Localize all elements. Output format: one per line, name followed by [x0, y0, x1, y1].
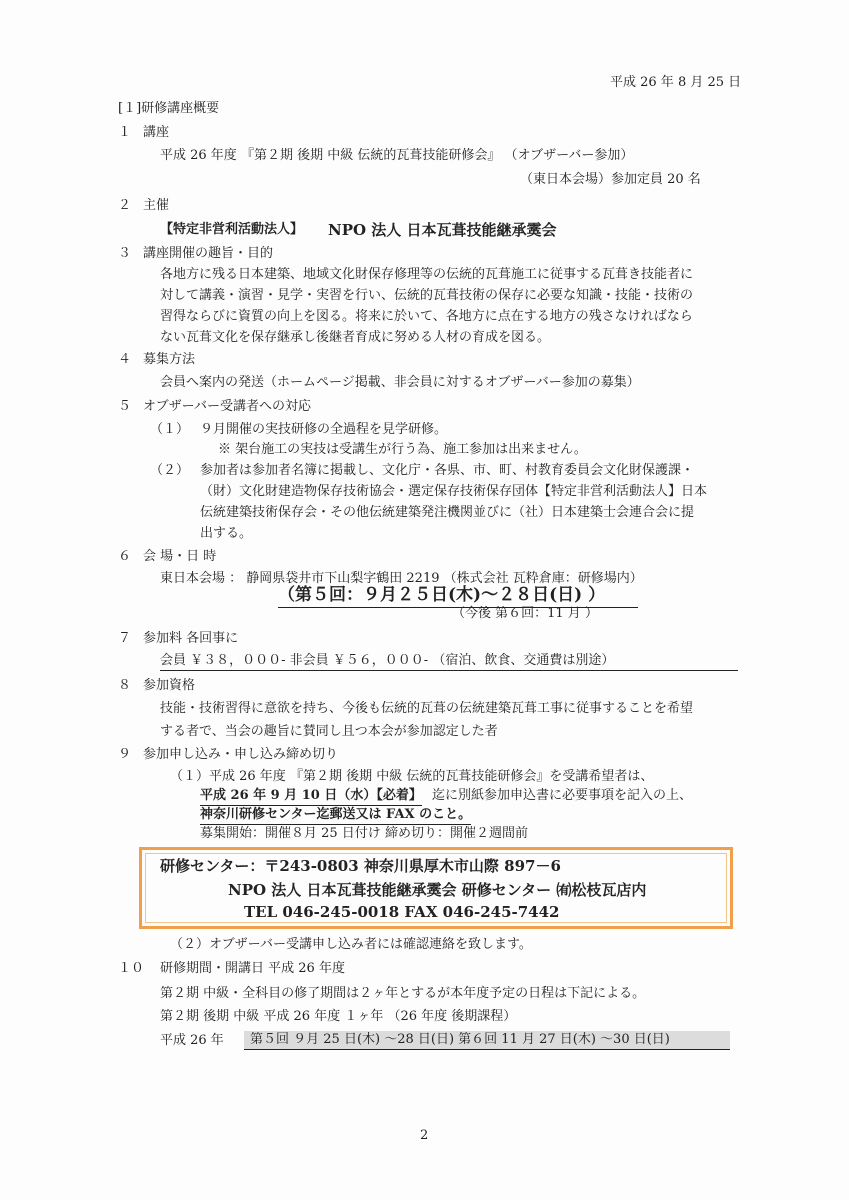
section-8-number: ８: [118, 678, 132, 693]
application-destination: 神奈川研修センター迄郵送又は FAX のこと。: [200, 806, 471, 825]
section-7-number: ７: [118, 631, 132, 646]
purpose-line: ない瓦葺文化を保存継承し後継者育成に努める人材の育成を図る。: [160, 330, 551, 345]
purpose-line: 各地方に残る日本建築、地域文化財保存修理等の伝統的瓦葺施工に従事する瓦葺き技能者に: [160, 267, 694, 282]
organizer-name: NPO 法人 日本瓦葺技能継承霙会: [328, 221, 557, 239]
section-header: [１]研修講座概要: [118, 101, 220, 116]
section-1-title: 講座: [143, 125, 170, 140]
page-number: 2: [420, 1128, 429, 1143]
section-4-title: 募集方法: [143, 352, 196, 367]
period-line: 第２期 中級・全科目の修了期間は２ヶ年とするが本年度予定の日程は下記による。: [160, 986, 646, 1001]
section-9-number: ９: [118, 747, 132, 762]
purpose-line: 対して講義・演習・見学・実習を行い、伝統的瓦葺技術の保存に必要な知識・技能・技術の: [160, 288, 694, 303]
course-title: 平成 26 年度 『第２期 後期 中級 伝統的瓦葺技能研修会』 （オブザーバー参加）: [160, 148, 634, 163]
recruitment-method: 会員へ案内の発送（ホームページ掲載、非会員に対するオブザーバー参加の募集）: [160, 375, 640, 390]
section-5-title: オブザーバー受講者への対応: [143, 399, 311, 414]
qualification-line: する者で、当会の趣旨に賛同し且つ本会が参加認定した者: [160, 724, 498, 739]
section-4-number: ４: [118, 352, 132, 367]
section-8-title: 参加資格: [143, 678, 196, 693]
observer-item-2-line: 伝統建築技術保存会・その他伝統建築発注機関並びに（社）日本建築士会連合会に提: [200, 505, 695, 520]
section-10-number: １０: [118, 961, 145, 976]
capacity: （東日本会場）参加定員 20 名: [520, 172, 701, 187]
qualification-line: 技能・技術習得に意欲を持ち、今後も伝統的瓦葺の伝統建築瓦葺工事に従事することを希望: [160, 701, 694, 716]
participation-fee: 会員 ￥３８，０００- 非会員 ￥５６，０００- （宿泊、飲食、交通費は別途）: [160, 652, 738, 671]
application-item-1: （１）平成 26 年度 『第２期 後期 中級 伝統的瓦葺技能研修会』を受講希望者は、: [170, 769, 654, 784]
center-address: 研修センター：〒243-0803 神奈川県厚木市山際 897－6: [160, 857, 561, 875]
observer-item-2-line: 参加者は参加者名簿に掲載し、文化庁・各県、市、町、村教育委員会文化財保護課・: [200, 463, 695, 478]
purpose-line: 習得ならびに資質の向上を図る。将来に於いて、各地方に点在する地方の残さなければなら: [160, 309, 693, 324]
document-date: 平成 26 年 8 月 25 日: [610, 75, 742, 90]
application-instructions: 迄に別紙参加申込書に必要事項を記入の上、: [432, 788, 693, 803]
center-contact: TEL 046-245-0018 FAX 046-245-7442: [244, 903, 560, 921]
observer-item-2-line: （財）文化財建造物保存技術協会・選定保存技術保存団体【特定非営利活動法人】日本: [200, 484, 708, 499]
section-3-number: ３: [118, 246, 132, 261]
section-7-title: 参加料 各回事に: [143, 631, 239, 646]
venue-address: 東日本会場 ： 静岡県袋井市下山梨字鶴田 2219 （株式会社 瓦粋倉庫：研修場内）: [160, 571, 643, 586]
observer-item-2-line: 出する。: [200, 526, 253, 541]
observer-note: ※ 架台施工の実技は受講生が行う為、施工参加は出来ません。: [218, 442, 587, 457]
section-9-title: 参加申し込み・申し込み締め切り: [143, 747, 339, 762]
item-number: （１）: [150, 422, 190, 437]
section-3-title: 講座開催の趣旨・目的: [143, 246, 274, 261]
section-2-title: 主催: [143, 198, 170, 213]
schedule-year: 平成 26 年: [160, 1033, 224, 1048]
schedule-dates: 第５回 ９月 25 日(木) ～28 日(日) 第６回 11 月 27 日(木) ～30 日(日): [244, 1031, 730, 1050]
organizer-prefix: 【特定非営利活動法人】: [160, 222, 304, 237]
section-10-title: 研修期間・開講日 平成 26 年度: [160, 961, 345, 976]
next-session: （今後 第６回：11 月 ）: [452, 606, 598, 621]
section-1-number: １: [118, 125, 132, 140]
application-period: 募集開始：開催８月 25 日付け 締め切り：開催２週間前: [200, 826, 528, 841]
center-organization: NPO 法人 日本瓦葺技能継承霙会 研修センター ㈲松枝瓦店内: [228, 881, 647, 899]
section-6-title: 会 場・日 時: [143, 549, 217, 564]
application-deadline: 平成 26 年 9 月 10 日（水）【必着】: [200, 787, 422, 806]
venue-dates: （第５回：９月２５日(木)～２８日(日) ）: [278, 583, 638, 608]
section-6-number: ６: [118, 549, 132, 564]
section-2-number: ２: [118, 198, 132, 213]
item-number: （２）: [150, 463, 190, 478]
application-item-2: （２）オブザーバー受講申し込み者には確認連絡を致します。: [170, 937, 532, 952]
period-line: 第２期 後期 中級 平成 26 年度 １ヶ年 （26 年度 後期課程）: [160, 1009, 517, 1024]
observer-item-1: ９月開催の実技研修の全過程を見学研修。: [200, 422, 448, 437]
section-5-number: ５: [118, 399, 132, 414]
